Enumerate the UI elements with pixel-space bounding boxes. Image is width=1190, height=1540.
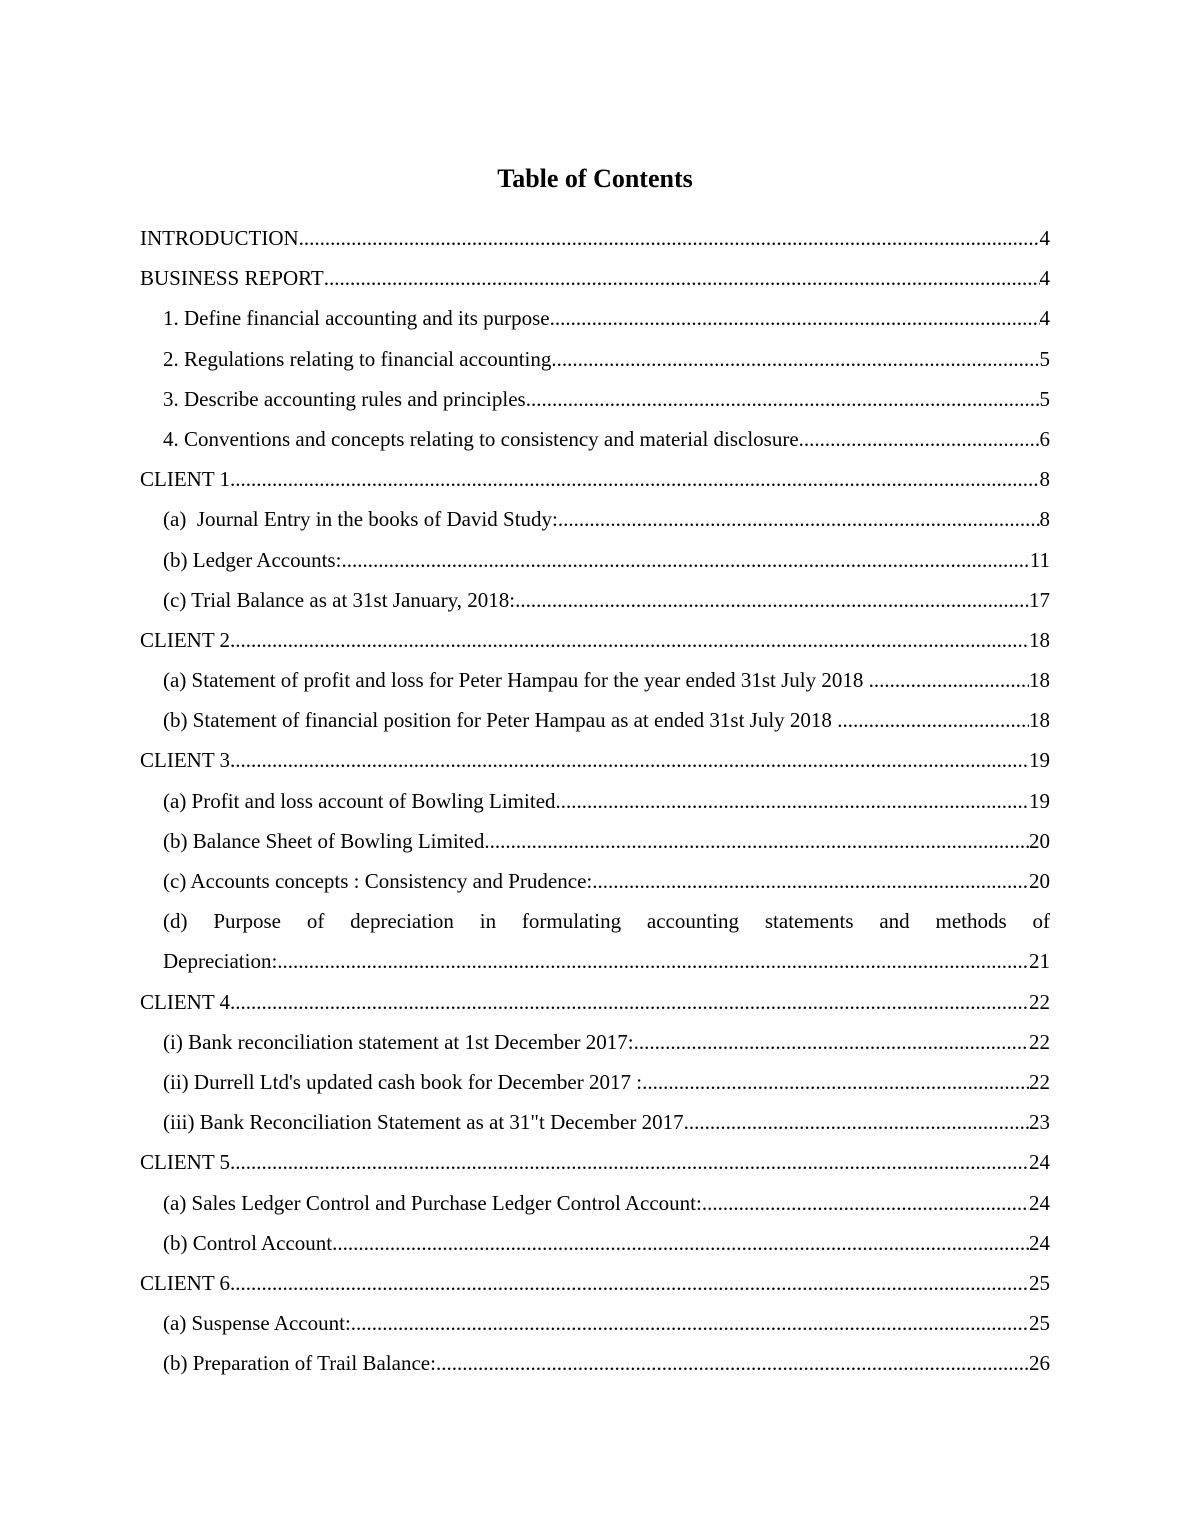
toc-entry-label: CLIENT 2 bbox=[140, 627, 231, 652]
dot-leader bbox=[230, 1142, 1029, 1182]
toc-entry-define-financial-accounting[interactable] bbox=[140, 298, 1050, 338]
toc-entry-ledger-control[interactable] bbox=[140, 1183, 1050, 1223]
toc-entry-profit-loss-account[interactable] bbox=[140, 781, 1050, 821]
toc-page-number: 18 bbox=[1029, 708, 1050, 733]
toc-entry-label: 2. Regulations relating to financial accounting bbox=[163, 346, 552, 371]
toc-page-number: 5 bbox=[1039, 386, 1050, 411]
toc-page-number: 22 bbox=[1029, 1069, 1050, 1094]
toc-entry-client-3[interactable] bbox=[140, 740, 1050, 780]
toc-entry-business-report[interactable] bbox=[140, 258, 1050, 298]
toc-entry-client-1[interactable] bbox=[140, 459, 1050, 499]
toc-page-number: 22 bbox=[1029, 1029, 1050, 1054]
toc-page-number: 18 bbox=[1029, 627, 1050, 652]
toc-entry-client-5[interactable] bbox=[140, 1142, 1050, 1182]
toc-page-number: 21 bbox=[1029, 949, 1050, 974]
dot-leader bbox=[642, 1062, 1029, 1102]
dot-leader bbox=[230, 740, 1029, 780]
toc-entry-label: (c) Trial Balance as at 31st January, 2018: bbox=[163, 587, 516, 612]
toc-entry-ledger-accounts[interactable] bbox=[140, 540, 1050, 580]
toc-entry-label: (a) Suspense Account: bbox=[163, 1311, 351, 1336]
toc-entry-suspense-account[interactable] bbox=[140, 1303, 1050, 1343]
dot-leader bbox=[351, 1303, 1029, 1343]
dot-leader bbox=[799, 419, 1040, 459]
toc-entry-label: CLIENT 5 bbox=[140, 1150, 231, 1175]
toc-entry-label: CLIENT 1 bbox=[140, 467, 231, 492]
dot-leader bbox=[277, 941, 1029, 981]
toc-entry-label: (ii) Durrell Ltd's updated cash book for December 2017 : bbox=[163, 1069, 643, 1094]
toc-entry-label: (b) Statement of financial position for Peter Hampau as at ended 31st July 2018 bbox=[163, 708, 838, 733]
toc-entry-depreciation-line-1[interactable] bbox=[140, 901, 1050, 941]
toc-entry-trial-balance[interactable] bbox=[140, 580, 1050, 620]
toc-entry-label: 1. Define financial accounting and its purpose bbox=[163, 306, 550, 331]
toc-entry-label: (c) Accounts concepts : Consistency and Prudence: bbox=[163, 869, 593, 893]
dot-leader bbox=[299, 218, 1040, 258]
dot-leader bbox=[558, 499, 1040, 539]
dot-leader bbox=[436, 1343, 1029, 1383]
toc-entry-bank-reconciliation-31st[interactable] bbox=[140, 1102, 1050, 1142]
toc-entry-accounting-rules[interactable] bbox=[140, 379, 1050, 419]
toc-entry-balance-sheet[interactable] bbox=[140, 821, 1050, 861]
toc-entry-trail-balance[interactable] bbox=[140, 1343, 1050, 1383]
toc-entry-label: (a) Sales Ledger Control and Purchase Ledger Control Account: bbox=[163, 1190, 702, 1215]
toc-entry-label: INTRODUCTION bbox=[140, 226, 299, 250]
toc-page-number: 19 bbox=[1029, 748, 1050, 773]
toc-entry-depreciation[interactable] bbox=[140, 941, 1050, 981]
toc-entry-control-account[interactable] bbox=[140, 1223, 1050, 1263]
toc-entry-label: 4. Conventions and concepts relating to consistency and material disclosure bbox=[163, 426, 799, 451]
toc-entry-label: (a) Journal Entry in the books of David Study: bbox=[163, 507, 558, 532]
toc-entry-financial-position[interactable] bbox=[140, 700, 1050, 740]
toc-entry-regulations[interactable] bbox=[140, 339, 1050, 379]
toc-entry-label: CLIENT 3 bbox=[140, 748, 231, 773]
toc-entry-label: (iii) Bank Reconciliation Statement as at 31"t December 2017 bbox=[163, 1110, 684, 1135]
dot-leader bbox=[484, 821, 1029, 861]
toc-entry-label: BUSINESS REPORT bbox=[140, 266, 324, 291]
toc-entry-label: (a) Statement of profit and loss for Peter Hampau for the year ended 31st July 2018 bbox=[163, 668, 869, 693]
toc-page-number: 8 bbox=[1039, 507, 1050, 532]
dot-leader bbox=[341, 540, 1029, 580]
dot-leader bbox=[230, 982, 1029, 1022]
dot-leader bbox=[526, 379, 1040, 419]
toc-entry-journal-entry[interactable] bbox=[140, 499, 1050, 539]
toc-page-number: 8 bbox=[1039, 467, 1050, 492]
toc-entry-label: CLIENT 6 bbox=[140, 1270, 231, 1295]
toc-entry-conventions[interactable] bbox=[140, 419, 1050, 459]
toc-page-number: 11 bbox=[1029, 547, 1050, 572]
toc-entry-client-6[interactable] bbox=[140, 1263, 1050, 1303]
toc-page-number: 24 bbox=[1029, 1150, 1050, 1175]
toc-entry-label: (a) Profit and loss account of Bowling Limited bbox=[163, 788, 556, 813]
dot-leader bbox=[556, 781, 1029, 821]
toc-entry-label: (b) Balance Sheet of Bowling Limited bbox=[163, 828, 485, 853]
toc-entry-client-2[interactable] bbox=[140, 620, 1050, 660]
toc-page-number: 4 bbox=[1039, 306, 1050, 331]
dot-leader bbox=[550, 298, 1040, 338]
dot-leader bbox=[837, 700, 1029, 740]
dot-leader bbox=[684, 1102, 1029, 1142]
toc-entry-label: (b) Preparation of Trail Balance: bbox=[163, 1351, 436, 1376]
toc-entry-label: CLIENT 4 bbox=[140, 989, 231, 1014]
toc-entry-client-4[interactable] bbox=[140, 982, 1050, 1022]
toc-entry-label: (d) Purpose of depreciation in formulating accounting statements and methods of bbox=[163, 909, 1050, 934]
dot-leader bbox=[592, 861, 1029, 901]
toc-page-number: 18 bbox=[1029, 668, 1050, 693]
toc-page-number: 4 bbox=[1039, 226, 1050, 250]
toc-page-number: 25 bbox=[1029, 1270, 1050, 1295]
dot-leader bbox=[515, 580, 1029, 620]
dot-leader bbox=[230, 459, 1039, 499]
toc-page-number: 17 bbox=[1029, 587, 1050, 612]
toc-entry-label: Depreciation: bbox=[163, 949, 278, 974]
toc-page-number: 19 bbox=[1029, 788, 1050, 813]
toc-entry-label: 3. Describe accounting rules and principles bbox=[163, 386, 526, 411]
toc-entry-introduction[interactable] bbox=[140, 218, 1050, 258]
toc-page-number: 24 bbox=[1029, 1190, 1050, 1215]
dot-leader bbox=[332, 1223, 1029, 1263]
dot-leader bbox=[634, 1022, 1029, 1062]
toc-page-number: 6 bbox=[1039, 426, 1050, 451]
toc-page-number: 24 bbox=[1029, 1230, 1050, 1255]
dot-leader bbox=[324, 258, 1040, 298]
toc-page-number: 25 bbox=[1029, 1311, 1050, 1336]
toc-entry-bank-reconciliation-1st[interactable] bbox=[140, 1022, 1050, 1062]
toc-entry-label: (b) Ledger Accounts: bbox=[163, 547, 342, 572]
toc-page-number: 20 bbox=[1029, 869, 1050, 893]
toc-page-number: 22 bbox=[1029, 989, 1050, 1014]
toc-entry-cash-book[interactable] bbox=[140, 1062, 1050, 1102]
dot-leader bbox=[551, 339, 1039, 379]
page-title: Table of Contents bbox=[497, 164, 693, 193]
toc-entry-label: (i) Bank reconciliation statement at 1st December 2017: bbox=[163, 1029, 634, 1054]
toc-page-number: 23 bbox=[1029, 1110, 1050, 1135]
dot-leader bbox=[869, 660, 1029, 700]
toc-page-number: 5 bbox=[1039, 346, 1050, 371]
toc-page-number: 20 bbox=[1029, 828, 1050, 853]
toc-entry-accounts-concepts[interactable] bbox=[140, 861, 1050, 901]
dot-leader bbox=[230, 1263, 1029, 1303]
toc-entry-profit-and-loss-statement[interactable] bbox=[140, 660, 1050, 700]
toc-list bbox=[140, 218, 1050, 1383]
dot-leader bbox=[230, 620, 1029, 660]
toc-page-number: 4 bbox=[1039, 266, 1050, 291]
toc-page-number: 26 bbox=[1029, 1351, 1050, 1376]
toc-entry-label: (b) Control Account bbox=[163, 1230, 333, 1255]
dot-leader bbox=[702, 1183, 1029, 1223]
